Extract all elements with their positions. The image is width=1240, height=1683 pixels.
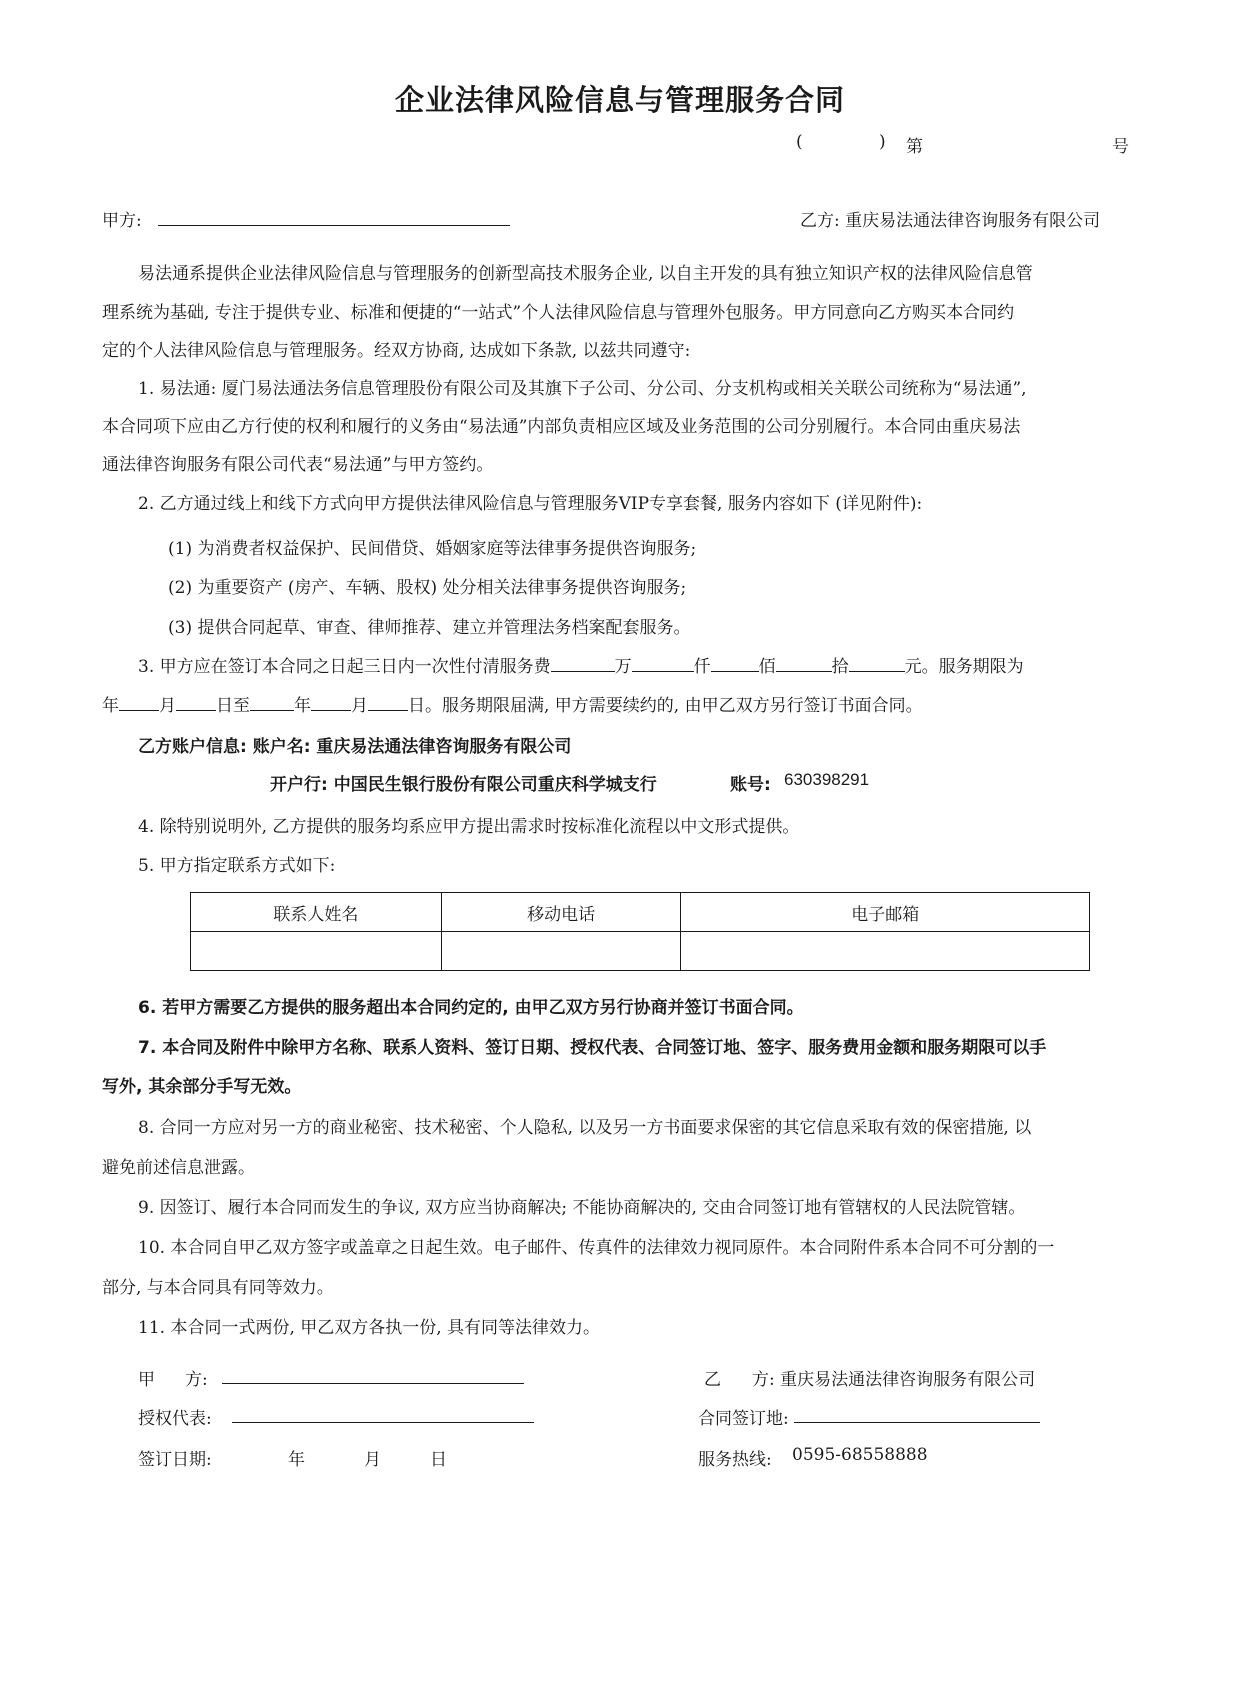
- contact-table-row: [191, 932, 1090, 971]
- fee-wan-field[interactable]: [551, 652, 615, 672]
- term-start-month-unit: 月: [159, 696, 176, 716]
- sign-date-label: 签订日期:: [138, 1450, 212, 1470]
- sign-date-day: 日: [430, 1450, 447, 1470]
- term-start-day-field[interactable]: [176, 691, 216, 711]
- fee-qian-field[interactable]: [632, 652, 694, 672]
- sign-date-year: 年: [288, 1450, 305, 1470]
- hotline-label: 服务热线:: [698, 1450, 772, 1470]
- clause-3-term: 元。服务期限为: [904, 657, 1024, 677]
- sign-party-a-jia: 甲: [138, 1370, 155, 1390]
- clause-8-line-1: 8. 合同一方应对另一方的商业秘密、技术秘密、个人隐私, 以及另一方书面要求保密的其它信息采取有效的保密措施, 以: [138, 1118, 1032, 1138]
- clause-1-line-3: 通法律咨询服务有限公司代表“易法通”与甲方签约。: [102, 455, 494, 475]
- contact-table: [190, 892, 1090, 971]
- term-end-note: 日。服务期限届满, 甲方需要续约的, 由甲乙双方另行签订书面合同。: [408, 696, 923, 716]
- sign-party-b-info: 方: 重庆易法通法律咨询服务有限公司: [752, 1370, 1036, 1390]
- clause-2-item-1: (1) 为消费者权益保护、民间借贷、婚姻家庭等法律事务提供咨询服务;: [168, 539, 697, 559]
- sign-rep-field[interactable]: [232, 1404, 534, 1428]
- email-cell[interactable]: [681, 932, 1090, 971]
- clause-2-item-2: (2) 为重要资产 (房产、车辆、股权) 处分相关法律事务提供咨询服务;: [168, 578, 687, 598]
- contact-name-cell[interactable]: [191, 932, 442, 971]
- clause-4: 4. 除特别说明外, 乙方提供的服务均系应甲方提出需求时按标准化流程以中文形式提供。: [138, 817, 800, 837]
- hotline-number: 0595-68558888: [792, 1445, 928, 1465]
- clause-1-line-1: 1. 易法通: 厦门易法通法务信息管理股份有限公司及其旗下子公司、分公司、分支机构或相关关联公司统称为“易法通”,: [138, 379, 1027, 399]
- clause-6: 6. 若甲方需要乙方提供的服务超出本合同约定的, 由甲乙双方另行协商并签订书面合同。: [138, 998, 804, 1018]
- intro-line-3: 定的个人法律风险信息与管理服务。经双方协商, 达成如下条款, 以兹共同遵守:: [102, 341, 691, 361]
- account-bank: 开户行: 中国民生银行股份有限公司重庆科学城支行: [270, 775, 657, 795]
- document-title: 企业法律风险信息与管理服务合同: [394, 83, 845, 117]
- sign-date-month: 月: [364, 1450, 381, 1470]
- term-start-month-field[interactable]: [119, 691, 159, 711]
- header-contact-name: 联系人姓名: [191, 893, 442, 932]
- term-end-day-field[interactable]: [368, 691, 408, 711]
- fee-yuan-field[interactable]: [849, 652, 905, 672]
- party-a-label: 甲方:: [102, 211, 142, 231]
- unit-shi: 拾: [831, 657, 849, 677]
- clause-10-line-2: 部分, 与本合同具有同等效力。: [102, 1278, 334, 1298]
- term-end-year-unit: 年: [294, 696, 311, 716]
- clause-8-line-2: 避免前述信息泄露。: [102, 1158, 255, 1178]
- clause-9: 9. 因签订、履行本合同而发生的争议, 双方应当协商解决; 不能协商解决的, 交由合同签订地有管辖权的人民法院管辖。: [138, 1198, 1026, 1218]
- sign-party-a-fang: 方:: [185, 1370, 208, 1390]
- clause-10-line-1: 10. 本合同自甲乙双方签字或盖章之日起生效。电子邮件、传真件的法律效力视同原件。本合同附件系本合同不可分割的一: [138, 1238, 1055, 1258]
- mobile-cell[interactable]: [441, 932, 681, 971]
- fee-bai-field[interactable]: [711, 652, 759, 672]
- clause-11: 11. 本合同一式两份, 甲乙双方各执一份, 具有同等法律效力。: [138, 1318, 601, 1338]
- contract-number-close: ): [879, 132, 886, 152]
- term-end-month-field[interactable]: [311, 691, 351, 711]
- fee-shi-field[interactable]: [776, 652, 832, 672]
- clause-2-text: 2. 乙方通过线上和线下方式向甲方提供法律风险信息与管理服务VIP专享套餐, 服务内容如下 (详见附件):: [138, 494, 923, 514]
- unit-qian: 仟: [693, 657, 711, 677]
- account-number: 630398291: [784, 770, 870, 789]
- party-b-info: 乙方: 重庆易法通法律咨询服务有限公司: [800, 211, 1101, 231]
- sign-rep-label: 授权代表:: [138, 1409, 212, 1429]
- clause-3-line-1: [138, 652, 1024, 677]
- clause-2-item-3: (3) 提供合同起草、审查、律师推荐、建立并管理法务档案配套服务。: [168, 618, 691, 638]
- unit-wan: 万: [614, 657, 632, 677]
- term-end-year-field[interactable]: [250, 691, 294, 711]
- account-name: 乙方账户信息: 账户名: 重庆易法通法律咨询服务有限公司: [138, 737, 572, 757]
- party-a-field[interactable]: [158, 206, 510, 231]
- contract-number-open: (: [796, 132, 803, 152]
- contract-number-di: 第: [906, 137, 923, 157]
- intro-line-1: 易法通系提供企业法律风险信息与管理服务的创新型高技术服务企业, 以自主开发的具有独立知识产权的法律风险信息管: [138, 264, 1033, 284]
- clause-1-line-2: 本合同项下应由乙方行使的权利和履行的义务由“易法通”内部负责相应区域及业务范围的公司分别履行。本合同由重庆易法: [102, 417, 1021, 437]
- term-end-month-unit: 月: [351, 696, 368, 716]
- intro-line-2: 理系统为基础, 专注于提供专业、标准和便捷的“一站式”个人法律风险信息与管理外包服务。甲方同意向乙方购买本合同约: [102, 303, 1015, 323]
- clause-3-intro: 3. 甲方应在签订本合同之日起三日内一次性付清服务费: [138, 657, 551, 677]
- sign-place-label: 合同签订地:: [698, 1409, 789, 1429]
- unit-bai: 佰: [758, 657, 776, 677]
- sign-place-field[interactable]: [794, 1404, 1040, 1428]
- term-to: 日至: [216, 696, 250, 716]
- sign-party-a-field[interactable]: [222, 1365, 524, 1389]
- account-number-label: 账号:: [730, 775, 771, 795]
- clause-7-line-2: 写外, 其余部分手写无效。: [102, 1077, 302, 1097]
- header-mobile: 移动电话: [441, 893, 681, 932]
- term-start-year-unit: 年: [102, 696, 119, 716]
- contract-number-hao: 号: [1112, 137, 1129, 157]
- clause-7-line-1: 7. 本合同及附件中除甲方名称、联系人资料、签订日期、授权代表、合同签订地、签字、服务费用金额和服务期限可以手: [138, 1038, 1047, 1058]
- contact-table-header-row: [191, 893, 1090, 932]
- clause-5: 5. 甲方指定联系方式如下:: [138, 856, 336, 876]
- sign-party-b-yi: 乙: [704, 1370, 721, 1390]
- header-email: 电子邮箱: [681, 893, 1090, 932]
- clause-3-line-2: [102, 691, 923, 716]
